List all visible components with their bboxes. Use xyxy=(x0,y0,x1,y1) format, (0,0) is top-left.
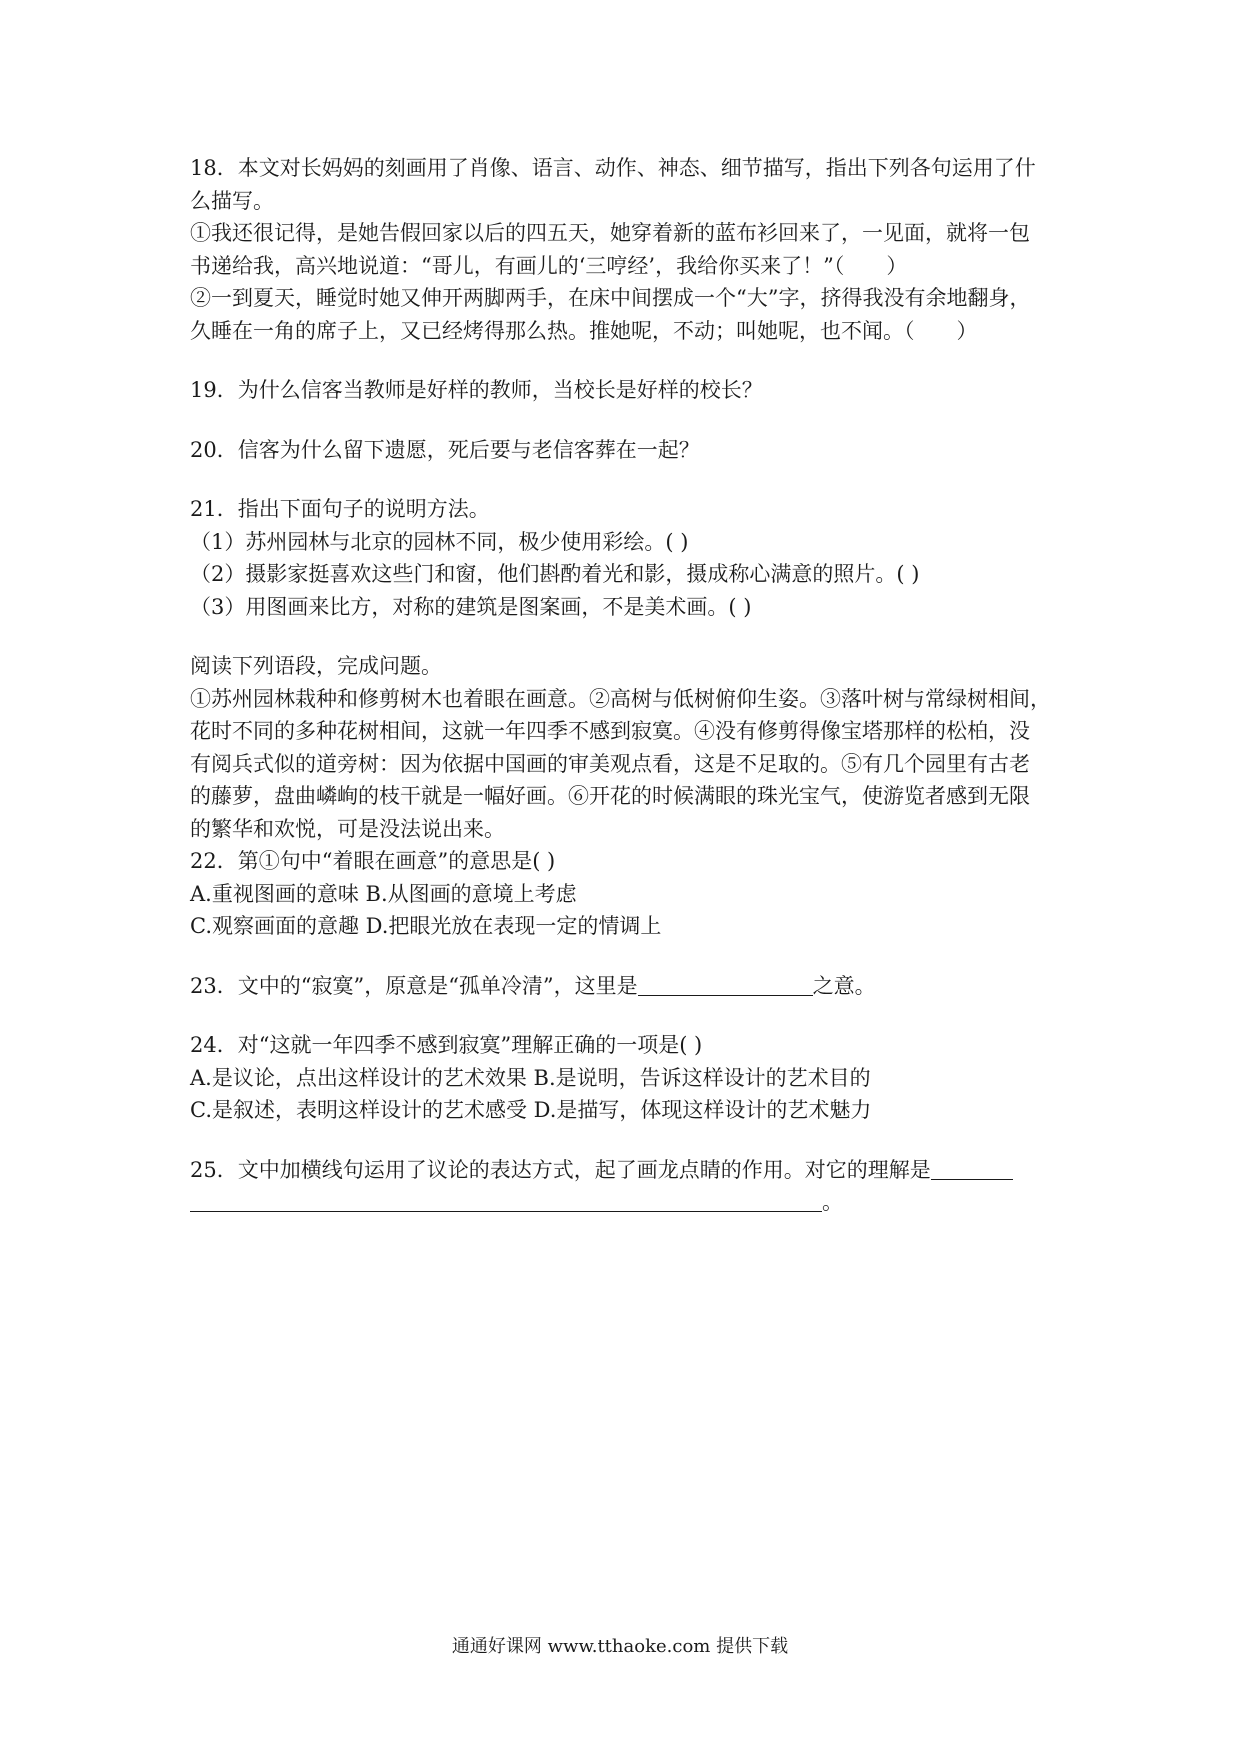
reading-passage xyxy=(190,650,1070,845)
question-18-sentence-1-line-1: ①我还很记得，是她告假回家以后的四五天，她穿着新的蓝布衫回来了，一见面，就将一包 xyxy=(190,221,1030,245)
question-19: 19．为什么信客当教师是好样的教师，当校长是好样的校长？ xyxy=(190,378,763,402)
question-18 xyxy=(190,152,1070,347)
worksheet-content xyxy=(190,152,1070,1219)
question-21-item-1: （1）苏州园林与北京的园林不同，极少使用彩绘。( ) xyxy=(190,529,689,554)
question-24 xyxy=(190,1029,1070,1127)
question-18-sentence-2-line-1: ②一到夏天，睡觉时她又伸开两脚两手，在床中间摆成一个“大”字，挤得我没有余地翻身， xyxy=(190,286,1031,310)
question-25-text: 25．文中加横线句运用了议论的表达方式，起了画龙点睛的作用。对它的理解是 xyxy=(190,1157,931,1182)
question-23 xyxy=(190,970,1070,1003)
question-20: 20．信客为什么留下遗愿，死后要与老信客葬在一起？ xyxy=(190,437,700,462)
question-24-stem: 24．对“这就一年四季不感到寂寞”理解正确的一项是( ) xyxy=(190,1033,703,1057)
question-18-stem-line-2: 么描写。 xyxy=(190,188,274,213)
passage-line-1: ①苏州园林栽种和修剪树木也着眼在画意。②高树与低树俯仰生姿。③落叶树与常绿树相间， xyxy=(190,686,1051,711)
question-25-line-1 xyxy=(190,1154,1070,1187)
question-18-sentence-1-line-2: 书递给我，高兴地说道：“哥儿，有画儿的‘三哼经’，我给你买来了！”（ ） xyxy=(190,253,908,278)
question-22-options-ab: A.重视图画的意味 B.从图画的意境上考虑 xyxy=(190,881,577,906)
question-18-sentence-2-line-2: 久睡在一角的席子上，又已经烤得那么热。推她呢，不动；叫她呢，也不闻。（ ） xyxy=(190,318,978,343)
question-25 xyxy=(190,1154,1070,1219)
question-22 xyxy=(190,845,1070,943)
question-24-options-ab: A.是议论，点出这样设计的艺术效果 B.是说明，告诉这样设计的艺术目的 xyxy=(190,1065,871,1090)
question-24-options-cd: C.是叙述，表明这样设计的艺术感受 D.是描写，体现这样设计的艺术魅力 xyxy=(190,1098,872,1122)
passage-line-4: 的藤萝，盘曲嶙峋的枝干就是一幅好画。⑥开花的时候满眼的珠光宝气，使游览者感到无限 xyxy=(190,784,1030,808)
passage-intro: 阅读下列语段，完成问题。 xyxy=(190,654,442,678)
question-21-stem: 21．指出下面句子的说明方法。 xyxy=(190,497,490,521)
question-25-answer-blank-1[interactable] xyxy=(931,1157,1013,1180)
question-23-suffix: 之意。 xyxy=(812,973,876,998)
page-footer: 通通好课网 www.tthaoke.com 提供下载 xyxy=(451,1636,789,1657)
question-21-item-3: （3）用图画来比方，对称的建筑是图案画，不是美术画。( ) xyxy=(190,594,752,619)
question-18-stem-line-1: 18．本文对长妈妈的刻画用了肖像、语言、动作、神态、细节描写，指出下列各句运用了什 xyxy=(190,156,1036,180)
question-25-line-2 xyxy=(190,1186,1070,1219)
question-23-text: 23．文中的“寂寞”，原意是“孤单冷清”，这里是 xyxy=(190,973,638,998)
passage-line-5: 的繁华和欢悦，可是没法说出来。 xyxy=(190,816,505,841)
question-22-stem: 22．第①句中“着眼在画意”的意思是( ) xyxy=(190,849,556,873)
passage-line-2: 花时不同的多种花树相间，这就一年四季不感到寂寞。④没有修剪得像宝塔那样的松柏，没 xyxy=(190,719,1030,743)
question-23-answer-blank[interactable] xyxy=(638,973,813,996)
question-22-options-cd: C.观察画面的意趣 D.把眼光放在表现一定的情调上 xyxy=(190,914,662,938)
question-21-item-2: （2）摄影家挺喜欢这些门和窗，他们斟酌着光和影，摄成称心满意的照片。( ) xyxy=(190,562,920,586)
question-21 xyxy=(190,493,1070,623)
question-25-answer-blank-2[interactable] xyxy=(190,1189,822,1212)
question-25-suffix: 。 xyxy=(822,1190,843,1214)
passage-line-3: 有阅兵式似的道旁树：因为依据中国画的审美观点看，这是不足取的。⑤有几个园里有古老 xyxy=(190,751,1030,776)
